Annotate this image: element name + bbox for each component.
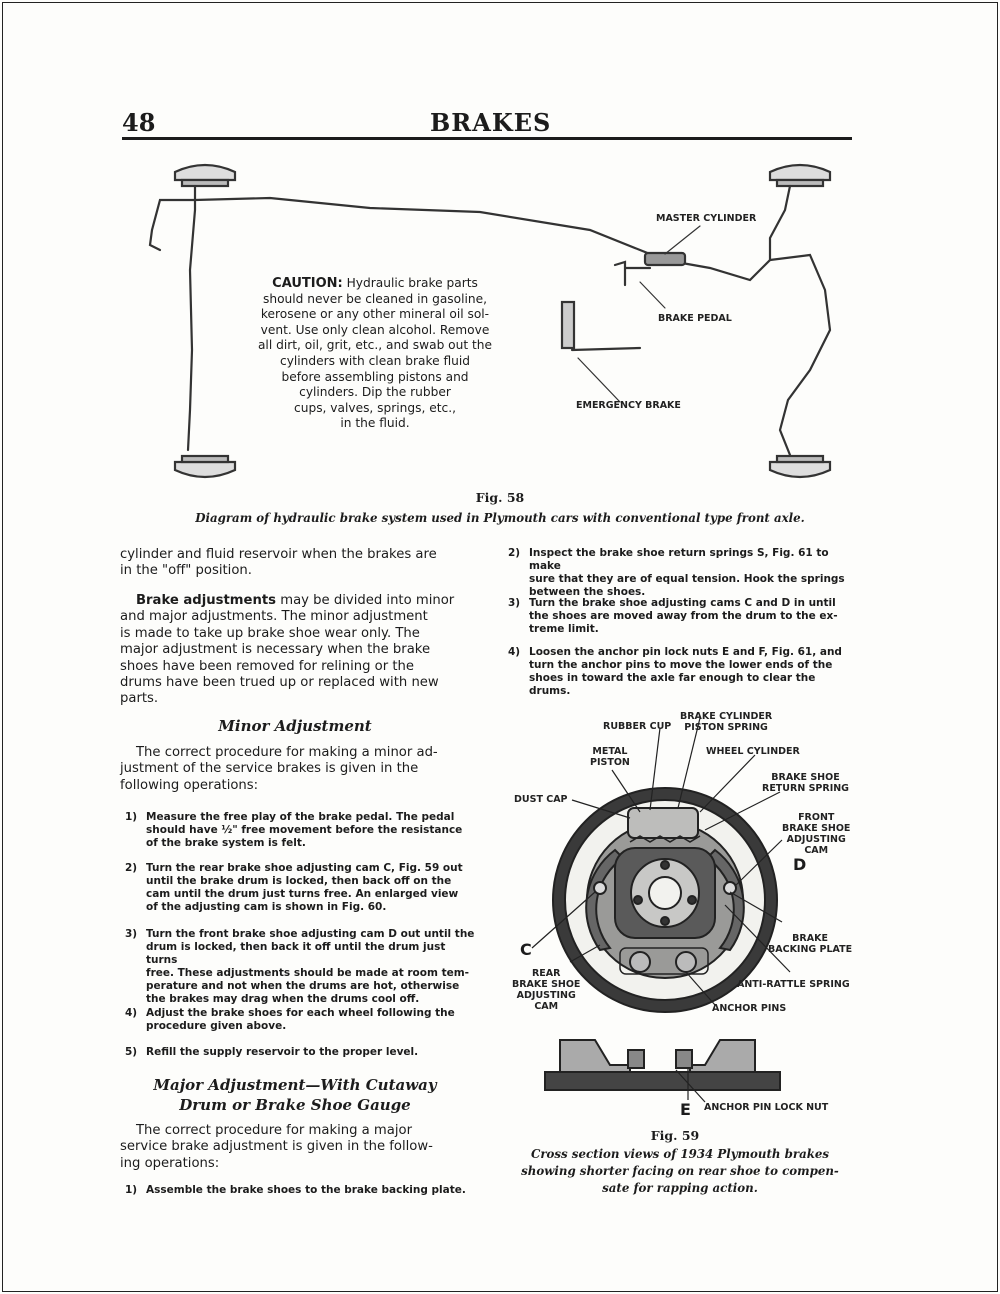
step-line: Inspect the brake shoe return springs S, Fig. 61 to make: [529, 547, 829, 572]
rear-right-hub: [777, 456, 823, 462]
step-line: of the brake system is felt.: [146, 837, 306, 849]
text-line: in the "off" position.: [120, 563, 252, 579]
text-line: service brake adjustment is given in the follow-: [120, 1139, 433, 1155]
step-line: the brakes may drag when the drums cool off.: [146, 993, 420, 1005]
step-line: Measure the free play of the brake pedal. The pedal: [146, 811, 455, 823]
minor-intro-paragraph: [120, 745, 480, 794]
letter-e: E: [680, 1100, 691, 1119]
label-metal-piston: METAL PISTON: [590, 746, 630, 768]
hub-bolt: [634, 896, 642, 904]
label-rubber-cup: RUBBER CUP: [603, 721, 672, 732]
major-step-2: [508, 547, 858, 599]
step-number: 4): [508, 646, 521, 658]
continuation-paragraph: [120, 547, 480, 580]
step-number: 2): [508, 547, 521, 559]
front-left-hub: [182, 180, 228, 186]
step-line: between the shoes.: [529, 586, 646, 598]
step-number: 3): [125, 928, 138, 940]
step-number: 5): [125, 1046, 138, 1058]
right-rear-line: [770, 255, 830, 455]
minor-step-3: [125, 928, 475, 1006]
hub-center: [649, 877, 681, 909]
master-cylinder: [645, 253, 685, 265]
section-bracket-right: [690, 1040, 755, 1072]
major-intro-paragraph: [120, 1123, 480, 1172]
hub-bolt: [661, 861, 669, 869]
step-line: Adjust the brake shoes for each wheel following the: [146, 1007, 455, 1019]
text-line: cylinder and fluid reservoir when the brakes are: [120, 547, 437, 562]
left-brake-line: [188, 186, 195, 450]
step-line: shoes in toward the axle far enough to clear the drums.: [529, 672, 816, 697]
label-brake-pedal: BRAKE PEDAL: [658, 313, 732, 324]
minor-step-4: [125, 1007, 475, 1033]
step-line: treme limit.: [529, 623, 599, 635]
section-anchor-nut: [628, 1050, 644, 1068]
page-number: 48: [122, 108, 156, 137]
step-line: cam until the drum just turns free. An enlarged view: [146, 888, 459, 900]
label-wheel-cylinder: WHEEL CYLINDER: [706, 746, 800, 757]
text-line: and major adjustments. The minor adjustment: [120, 609, 428, 625]
fig59-caption: Cross section views of 1934 Plymouth brakes showing shorter facing on rear shoe to compen- sate for rapping action.: [521, 1147, 839, 1195]
step-line: Turn the brake shoe adjusting cams C and D in until: [529, 597, 836, 609]
label-dust-cap: DUST CAP: [514, 794, 568, 805]
text-line: parts.: [120, 691, 159, 707]
anchor-pin: [676, 952, 696, 972]
step-line: turn the anchor pins to move the lower ends of the: [529, 659, 833, 671]
caution-line: kerosene or any other mineral oil sol-: [260, 307, 490, 322]
major-step-3: [508, 597, 858, 636]
front-left-drum: [175, 165, 235, 180]
step-line: drum is locked, then back it off until the drum just turns: [146, 941, 446, 966]
front-right-drum: [770, 165, 830, 180]
hub-bolt: [661, 917, 669, 925]
step-line: perature and not when the drums are hot, otherwise: [146, 980, 460, 992]
label-brake-cylinder-piston-spring: BRAKE CYLINDER PISTON SPRING: [680, 711, 773, 733]
emergency-brake-rod: [572, 348, 640, 350]
text-line: following operations:: [120, 777, 259, 793]
heading-line: Major Adjustment—With Cutaway: [153, 1076, 437, 1094]
step-line: sure that they are of equal tension. Hook the springs: [529, 573, 845, 585]
right-front-line: [665, 186, 790, 280]
major-adjustment-heading: [120, 1075, 470, 1115]
label-master-cylinder: MASTER CYLINDER: [656, 213, 757, 224]
step-number: 1): [125, 811, 138, 823]
anchor-pin: [630, 952, 650, 972]
step-line: of the adjusting cam is shown in Fig. 60.: [146, 901, 387, 913]
step-line: the shoes are moved away from the drum to the ex-: [529, 610, 838, 622]
text-line: may be divided into minor: [280, 593, 455, 608]
rear-left-drum: [175, 462, 235, 477]
step-number: 4): [125, 1007, 138, 1019]
text-line: is made to take up brake shoe wear only. The: [120, 625, 420, 641]
step-line: Assemble the brake shoes to the brake backing plate.: [146, 1184, 466, 1196]
hub-bolt: [688, 896, 696, 904]
caution-note: [255, 276, 495, 432]
adjusting-cam: [594, 882, 606, 894]
rear-right-drum: [770, 462, 830, 477]
fig59-number: Fig. 59: [650, 1128, 700, 1143]
caution-line: cups, valves, springs, etc.,: [294, 400, 456, 415]
section-bracket-left: [560, 1040, 630, 1072]
wheel-cylinder: [628, 808, 698, 838]
brake-pedal-linkage: [615, 262, 650, 285]
heading-line: Drum or Brake Shoe Gauge: [179, 1096, 411, 1114]
step-line: free. These adjustments should be made at room tem-: [146, 967, 470, 979]
minor-adjustment-heading: Minor Adjustment: [218, 717, 372, 735]
caution-line: vent. Use only clean alcohol. Remove: [260, 322, 490, 337]
label-anti-rattle-spring: ANTI-RATTLE SPRING: [737, 979, 850, 990]
label-front-brake-shoe-adjusting-cam: FRONT BRAKE SHOE ADJUSTING CAM: [782, 812, 851, 856]
step-number: 1): [125, 1184, 138, 1196]
front-right-hub: [777, 180, 823, 186]
text-line: ing operations:: [120, 1155, 220, 1171]
step-line: Turn the front brake shoe adjusting cam D out until the: [146, 928, 475, 940]
text-line: shoes have been removed for relining or the: [120, 658, 414, 674]
text-line: The correct procedure for making a minor ad-: [136, 745, 438, 760]
label-brake-shoe-return-spring: BRAKE SHOE RETURN SPRING: [762, 772, 849, 794]
caution-label: CAUTION:: [272, 276, 343, 291]
caution-line: all dirt, oil, grit, etc., and swab out the: [257, 338, 493, 353]
label-anchor-pins: ANCHOR PINS: [712, 1003, 787, 1014]
brake-cross-section-diagram: [500, 700, 860, 1130]
text-line: justment of the service brakes is given in the: [120, 761, 419, 777]
caution-line: should never be cleaned in gasoline,: [263, 291, 487, 306]
caution-line: Hydraulic brake parts: [346, 276, 478, 290]
brake-adjustments-lead: Brake adjustments: [136, 593, 277, 608]
letter-c: C: [520, 940, 532, 959]
fig58-number: Fig. 58: [475, 490, 525, 505]
text-line: The correct procedure for making a major: [136, 1123, 413, 1138]
minor-step-2: [125, 862, 475, 914]
section-anchor-nut: [676, 1050, 692, 1068]
main-brake-line: [195, 198, 660, 258]
emergency-brake-lever: [562, 302, 574, 348]
step-line: Turn the rear brake shoe adjusting cam C, Fig. 59 out: [146, 862, 463, 874]
step-number: 3): [508, 597, 521, 609]
step-number: 2): [125, 862, 138, 874]
step-line: procedure given above.: [146, 1020, 287, 1032]
rear-left-hub: [182, 456, 228, 462]
label-anchor-pin-lock-nut: ANCHOR PIN LOCK NUT: [704, 1102, 829, 1113]
caution-line: before assembling pistons and: [281, 369, 469, 384]
header-rule: [122, 137, 852, 140]
label-emergency-brake: EMERGENCY BRAKE: [576, 400, 681, 411]
step-line: Loosen the anchor pin lock nuts E and F, Fig. 61, and: [529, 646, 842, 658]
brake-adjustments-paragraph: [120, 593, 480, 708]
text-line: major adjustment is necessary when the brake: [120, 642, 431, 658]
label-brake-backing-plate: BRAKE BACKING PLATE: [768, 933, 853, 955]
caution-line: cylinders with clean brake fluid: [280, 353, 470, 368]
letter-d: D: [793, 855, 807, 874]
page-title: BRAKES: [430, 108, 552, 137]
caution-line: in the fluid.: [340, 416, 410, 431]
text-line: drums have been trued up or replaced with new: [120, 675, 439, 691]
major-step-1: [125, 1184, 475, 1197]
step-line: Refill the supply reservoir to the proper level.: [146, 1046, 419, 1058]
minor-step-1: [125, 811, 475, 850]
label-rear-brake-shoe-adjusting-cam: REAR BRAKE SHOE ADJUSTING CAM: [512, 968, 581, 1012]
minor-step-5: [125, 1046, 475, 1059]
step-line: until the brake drum is locked, then back off on the: [146, 875, 452, 887]
fig58-caption: Diagram of hydraulic brake system used in Plymouth cars with conventional type front axle.: [195, 511, 805, 525]
major-step-4: [508, 646, 858, 698]
left-cross-line: [150, 200, 195, 250]
section-backing-plate: [545, 1072, 780, 1090]
step-line: should have ½" free movement before the resistance: [146, 824, 463, 836]
caution-line: cylinders. Dip the rubber: [299, 385, 451, 400]
